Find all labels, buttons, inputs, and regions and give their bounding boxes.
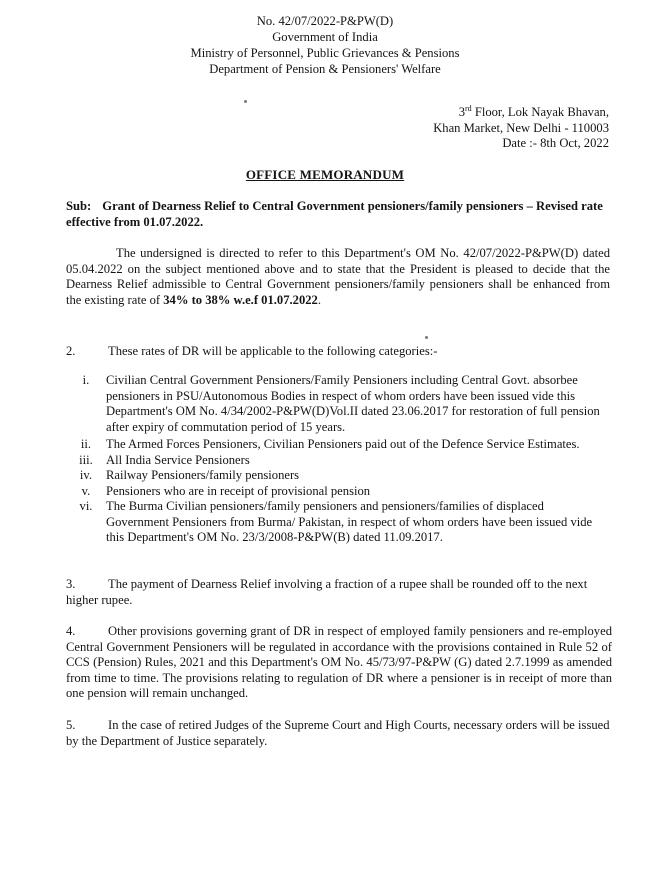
- list-item: [66, 468, 616, 484]
- list-item-number: v.: [81, 483, 91, 498]
- memo-date: Date :- 8th Oct, 2022: [502, 136, 609, 150]
- paragraph-3-text: The payment of Dearness Relief involving a fraction of a rupee shall be rounded off to the next higher rupee.: [66, 577, 588, 607]
- list-item: [66, 437, 616, 453]
- list-item-text: The Armed Forces Pensioners, Civilian Pensioners paid out of the Defence Service Estimates.: [106, 437, 580, 451]
- letterhead: [150, 13, 500, 77]
- paragraph-1-text: The undersigned is directed to refer to this Department's OM No. 42/07/2022-P&PW(D) dated 05.04.2022 on the subject mentioned above and to state that the President is pleased to decide that the Dearness Relief admissible to Central Government pensioners/family pensioners shall be enhanced from the existing rate of: [66, 246, 610, 307]
- paragraph-5-text: In the case of retired Judges of the Supreme Court and High Courts, necessary orders will be issued by the Department of Justice separately.: [66, 718, 610, 748]
- paragraph-number: 3.: [66, 577, 76, 591]
- paragraph-1: [66, 246, 610, 308]
- office-address: [433, 105, 609, 152]
- list-item-number: iv.: [79, 468, 93, 482]
- list-item-text: Pensioners who are in receipt of provisional pension: [106, 483, 371, 498]
- list-item: [66, 499, 616, 546]
- list-item-text: All India Service Pensioners: [106, 452, 250, 467]
- paragraph-5: [66, 718, 612, 749]
- paragraph-4: [66, 624, 612, 702]
- department-name: Department of Pension & Pensioners' Welfare: [209, 62, 441, 76]
- scan-speck: [244, 100, 247, 103]
- list-item: [66, 373, 616, 435]
- list-item-text: The Burma Civilian pensioners/family pensioners and pensioners/families of displaced Government Pensioners from Burma/ Pakistan, in respect of whom orders have been issued vide this Department's OM No. 23/3/2008-P&PW(B) dated 11.09.2017.: [106, 499, 593, 544]
- ministry-name: Ministry of Personnel, Public Grievances & Pensions: [190, 46, 460, 60]
- dr-rate-change: 34% to 38% w.e.f 01.07.2022: [163, 292, 318, 307]
- list-item-number: vi.: [79, 499, 93, 513]
- list-item-text: Civilian Central Government Pensioners/Family Pensioners including Central Govt. absorbee pensioners in PSU/Autonomous Bodies in respect of whom orders have been issued vide this Department's OM No. 4/34/2002-P&PW(D)Vol.II dated 23.06.2017 for restoration of full pension after expiry of commutation period of 15 years.: [106, 373, 600, 434]
- paragraph-number: 4.: [66, 624, 76, 638]
- subject-text: Grant of Dearness Relief to Central Government pensioners/family pensioners – Revised rate effective from 01.07.2022.: [66, 199, 603, 229]
- list-item-number: iii.: [79, 452, 93, 467]
- paragraph-1-end: .: [317, 292, 322, 307]
- paragraph-number: 2.: [66, 344, 76, 358]
- scan-speck: [425, 336, 428, 339]
- paragraph-2: [66, 344, 610, 360]
- paragraph-2-text: These rates of DR will be applicable to the following categories:-: [108, 344, 438, 358]
- list-item: [66, 484, 616, 500]
- memo-title: OFFICE MEMORANDUM: [245, 167, 405, 182]
- paragraph-number: 5.: [66, 718, 76, 732]
- address-line-1: 3rd Floor, Lok Nayak Bhavan,: [458, 103, 609, 119]
- reference-number: No. 42/07/2022-P&PW(D): [256, 14, 394, 28]
- category-list: [66, 373, 616, 546]
- list-item-text: Railway Pensioners/family pensioners: [106, 468, 300, 482]
- subject-label: Sub:: [66, 199, 92, 213]
- list-item: [66, 453, 616, 469]
- government-name: Government of India: [272, 30, 378, 44]
- list-item-number: i.: [82, 373, 90, 387]
- list-item-number: ii.: [80, 437, 92, 451]
- subject: [66, 199, 616, 230]
- paragraph-3: [66, 577, 612, 608]
- address-line-2: Khan Market, New Delhi - 110003: [433, 120, 609, 135]
- paragraph-4-text: Other provisions governing grant of DR in respect of employed family pensioners and re-employed Central Government Pensioners will be regulated in accordance with the provisions contained in Rule 52 of CCS (Pension) Rules, 2021 and this Department's OM No. 45/73/97-P&PW (G) dated 2.7.1999 as amended from time to time. The provisions relating to regulation of DR where a pensioner is in receipt of more than one pension will remain unchanged.: [66, 624, 612, 700]
